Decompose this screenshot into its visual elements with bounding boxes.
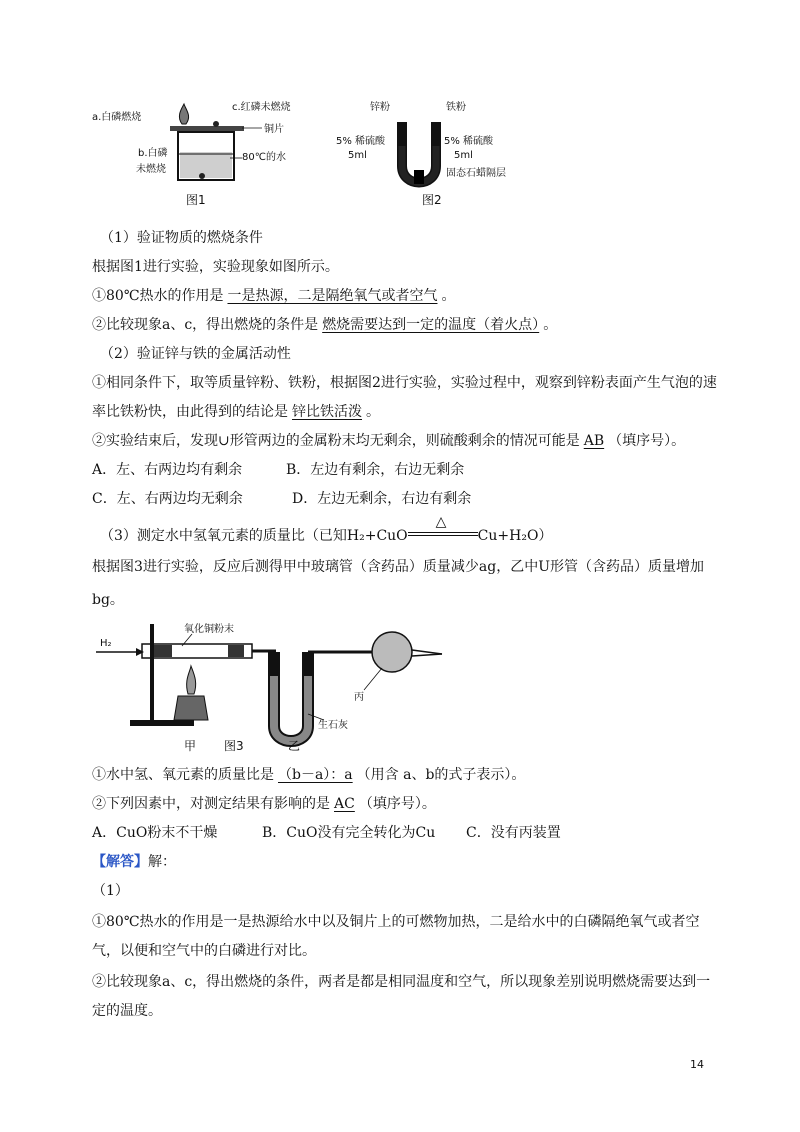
answer-tag-post: 解：	[148, 854, 176, 870]
q2-title: （2）验证锌与铁的金属活动性	[100, 346, 291, 362]
q2-s1-text: 率比铁粉快，由此得到的结论是	[92, 404, 288, 420]
fig1-label-b2: 未燃烧	[136, 164, 166, 175]
heat-triangle-icon: △	[435, 514, 447, 530]
reaction-arrow	[408, 514, 478, 546]
q3-option-c: C．没有丙装置	[466, 825, 561, 841]
q2-s2-end: （填序号）。	[608, 433, 686, 449]
answer-line-2: 气，以便和空气中的白磷进行对比。	[92, 943, 316, 959]
fig1-label-b1: b.白磷	[138, 148, 168, 159]
q3-s2-text: ②下列因素中，对测定结果有影响的是	[92, 796, 330, 812]
answer-tag: 【解答】	[92, 854, 148, 870]
q2-option-c: C．左、右两边均无剩余	[92, 491, 243, 507]
figure-2	[334, 96, 524, 214]
q1-statement-1	[92, 286, 455, 306]
answer-part-1: （1）	[92, 883, 129, 899]
fig3-label-jia: 甲	[184, 739, 197, 753]
q1-s1-end: 。	[441, 288, 456, 304]
figure-3	[92, 616, 452, 756]
q3-statement-2	[92, 794, 436, 814]
fig2-label-acid-right2: 5ml	[454, 150, 473, 161]
answer-heading	[92, 852, 176, 872]
q2-option-a: A．左、右两边均有剩余	[92, 462, 243, 478]
q2-statement-2	[92, 431, 685, 451]
fig3-label-yi: 乙	[288, 739, 301, 753]
figure-1	[92, 96, 322, 214]
q2-s1-line1: ①相同条件下，取等质量锌粉、铁粉，根据图2进行实验，实验过程中，观察到锌粉表面产生气泡的速	[92, 375, 717, 391]
fig3-label-cuo: 氧化铜粉末	[184, 624, 234, 635]
q1-title: （1）验证物质的燃烧条件	[100, 230, 263, 246]
u-tube-lime	[274, 652, 308, 741]
fig1-label-a: a.白磷燃烧	[92, 112, 142, 123]
fig1-label-water: 80℃的水	[242, 152, 286, 163]
fig3-label-bing: 丙	[354, 692, 364, 703]
q3-intro-line2: bg。	[92, 592, 124, 608]
q1-s1-answer: 一是热源，二是隔绝氧气或者空气	[227, 288, 438, 304]
q3-intro-line1: 根据图3进行实验，反应后测得甲中玻璃管（含药品）质量减少ag，乙中U形管（含药品）质量增加	[92, 559, 705, 575]
q3-title-pre: （3）测定水中氢氧元素的质量比（已知H₂+CuO	[100, 528, 408, 544]
q1-s1-text: ①80℃热水的作用是	[92, 288, 224, 304]
q2-s2-text: ②实验结束后，发现∪形管两边的金属粉末均无剩余，则硫酸剩余的情况可能是	[92, 433, 580, 449]
fig1-label-c: c.红磷未燃烧	[232, 102, 291, 113]
fig1-caption: 图1	[186, 193, 206, 207]
q3-statement-1	[92, 765, 525, 785]
q3-s2-end: （填序号）。	[358, 796, 436, 812]
answer-line-1: ①80℃热水的作用是一是热源给水中以及铜片上的可燃物加热，二是给水中的白磷隔绝氧气或者空	[92, 914, 700, 930]
q3-s1-answer: （b－a）：a	[278, 767, 353, 783]
q2-s1-end: 。	[366, 404, 380, 420]
water	[180, 152, 232, 178]
fig2-caption: 图2	[422, 193, 442, 207]
fig3-label-lime: 生石灰	[318, 720, 348, 731]
q2-s2-answer: AB	[583, 433, 605, 449]
fig2-label-acid-right1: 5% 稀硫酸	[444, 136, 494, 147]
q3-title-post: Cu+H₂O）	[477, 528, 553, 544]
fig2-label-iron: 铁粉	[446, 102, 466, 113]
fig2-label-acid-left2: 5ml	[348, 150, 367, 161]
q3-s2-answer: AC	[334, 796, 355, 812]
page-number: 14	[690, 1058, 704, 1071]
drying-bulb	[372, 632, 412, 672]
q1-intro: 根据图1进行实验，实验现象如图所示。	[92, 259, 339, 275]
fig3-caption: 图3	[224, 739, 244, 753]
answer-line-4: 定的温度。	[92, 1003, 162, 1019]
fig2-label-acid-left1: 5% 稀硫酸	[336, 136, 386, 147]
alcohol-lamp	[174, 696, 208, 720]
fig1-label-copper: 铜片	[264, 124, 284, 135]
fig3-label-h2: H₂	[100, 638, 112, 649]
q3-s1-end: （用含 a、b的式子表示）。	[356, 767, 526, 783]
q2-option-d: D．左边无剩余，右边有剩余	[292, 491, 472, 507]
q3-option-a: A．CuO粉末不干燥	[92, 825, 218, 841]
q3-option-b: B．CuO没有完全转化为Cu	[262, 825, 436, 841]
q2-s1-line2	[92, 402, 380, 422]
q1-s2-text: ②比较现象a、c，得出燃烧的条件是	[92, 317, 319, 333]
q2-s1-answer: 锌比铁活泼	[292, 404, 362, 420]
q1-s2-end: 。	[543, 317, 558, 333]
q3-s1-text: ①水中氢、氧元素的质量比是	[92, 767, 274, 783]
q3-title	[100, 514, 553, 546]
q1-statement-2	[92, 315, 557, 335]
fig2-label-wax: 固态石蜡隔层	[446, 168, 506, 179]
q1-s2-answer: 燃烧需要达到一定的温度（着火点）	[322, 317, 540, 333]
q2-option-b: B．左边有剩余，右边无剩余	[286, 462, 465, 478]
fig2-label-zinc: 锌粉	[370, 102, 390, 113]
answer-line-3: ②比较现象a、c，得出燃烧的条件，两者是都是相同温度和空气，所以现象差别说明燃烧需要达到一	[92, 974, 711, 990]
copper-plate	[170, 126, 244, 131]
flame-icon	[179, 104, 188, 124]
